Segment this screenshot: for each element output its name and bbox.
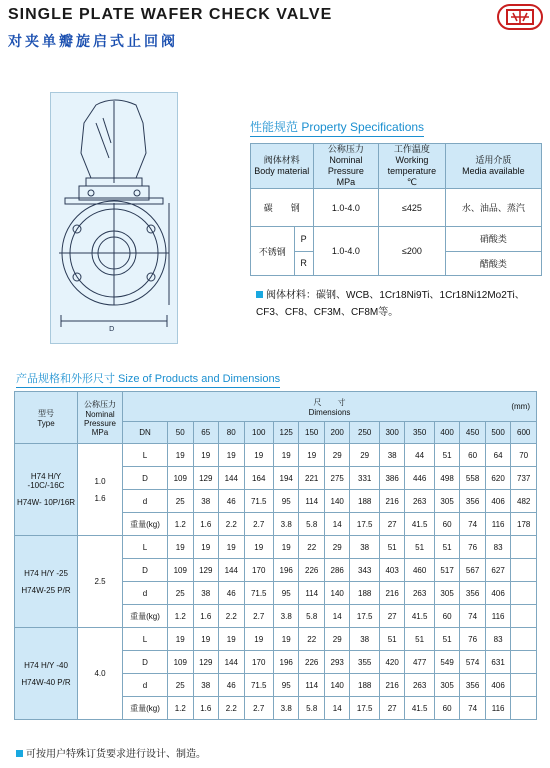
media-cell: 水、油品、蒸汽 — [445, 189, 541, 227]
value-cell: 5.8 — [299, 513, 325, 536]
value-cell: 51 — [434, 536, 460, 559]
value-cell: 38 — [379, 444, 405, 467]
dimensions-title: 尺 寸 Dimensions (mm) — [123, 392, 537, 422]
value-cell: 74 — [460, 605, 486, 628]
dn-cell: 250 — [350, 422, 379, 444]
value-cell: 74 — [460, 697, 486, 720]
valve-drawing — [50, 92, 178, 344]
row-label: D — [123, 559, 168, 582]
value-cell: 221 — [299, 467, 325, 490]
value-cell — [511, 559, 537, 582]
value-cell: 60 — [434, 605, 460, 628]
row-label: d — [123, 674, 168, 697]
value-cell: 140 — [324, 490, 350, 513]
value-cell: 406 — [485, 674, 511, 697]
value-cell: 631 — [485, 651, 511, 674]
value-cell: 567 — [460, 559, 486, 582]
pressure-value: 2.5 — [94, 577, 106, 586]
type-cell — [15, 628, 78, 720]
svg-text:D: D — [109, 325, 115, 333]
value-cell: 1.6 — [193, 605, 219, 628]
type-label: H74 H/Y -40 — [24, 660, 68, 670]
value-cell: 60 — [434, 513, 460, 536]
value-cell: 627 — [485, 559, 511, 582]
value-cell: 109 — [168, 467, 194, 490]
value-cell: 356 — [460, 582, 486, 605]
value-cell: 29 — [324, 628, 350, 651]
dn-cell: 65 — [193, 422, 219, 444]
title-cn: 对夹单瓣旋启式止回阀 — [8, 34, 178, 50]
value-cell: 76 — [460, 628, 486, 651]
value-cell: 403 — [379, 559, 405, 582]
pressure-value: 1.0 — [94, 476, 106, 486]
dn-cell: 450 — [460, 422, 486, 444]
value-cell: 60 — [434, 697, 460, 720]
value-cell: 19 — [193, 536, 219, 559]
value-cell: 343 — [350, 559, 379, 582]
value-cell: 27 — [379, 605, 405, 628]
value-cell: 71.5 — [244, 582, 273, 605]
row-label: L — [123, 628, 168, 651]
pressure-cell: 1.0-4.0 — [313, 189, 379, 227]
dn-cell: 400 — [434, 422, 460, 444]
value-cell: 263 — [405, 490, 434, 513]
value-cell: 22 — [299, 628, 325, 651]
value-cell: 3.8 — [273, 513, 299, 536]
value-cell: 216 — [379, 490, 405, 513]
value-cell: 114 — [299, 582, 325, 605]
value-cell: 178 — [511, 513, 537, 536]
value-cell: 116 — [485, 513, 511, 536]
value-cell: 19 — [273, 444, 299, 467]
value-cell: 17.5 — [350, 513, 379, 536]
value-cell: 17.5 — [350, 697, 379, 720]
value-cell: 3.8 — [273, 605, 299, 628]
value-cell: 19 — [299, 444, 325, 467]
value-cell: 27 — [379, 513, 405, 536]
value-cell: 356 — [460, 490, 486, 513]
col-temperature: 工作温度 Working temperature ℃ — [379, 144, 446, 189]
value-cell: 406 — [485, 490, 511, 513]
value-cell: 1.6 — [193, 513, 219, 536]
row-label: 重量(kg) — [123, 605, 168, 628]
material-note: 阀体材料：碳钢、WCB、1Cr18Ni9Ti、1Cr18Ni12Mo2Ti、CF3、CF8、CF3M、CF8M等。 — [256, 290, 525, 318]
value-cell: 51 — [379, 628, 405, 651]
value-cell: 95 — [273, 490, 299, 513]
value-cell: 19 — [168, 444, 194, 467]
value-cell: 574 — [460, 651, 486, 674]
pressure-cell — [78, 628, 123, 720]
value-cell: 46 — [219, 674, 245, 697]
col-material: 阀体材料 Body material — [251, 144, 314, 189]
value-cell: 1.6 — [193, 697, 219, 720]
value-cell: 188 — [350, 490, 379, 513]
value-cell: 38 — [350, 536, 379, 559]
value-cell: 27 — [379, 697, 405, 720]
dimensions-heading: 产品规格和外形尺寸 Size of Products and Dimensions — [16, 370, 280, 388]
value-cell: 51 — [405, 628, 434, 651]
value-cell: 29 — [324, 444, 350, 467]
type-cell — [15, 536, 78, 628]
type-label: H74 H/Y -25 — [24, 568, 68, 578]
value-cell — [511, 536, 537, 559]
value-cell: 25 — [168, 490, 194, 513]
dn-cell: 600 — [511, 422, 537, 444]
value-cell: 19 — [273, 536, 299, 559]
row-label: 重量(kg) — [123, 513, 168, 536]
value-cell: 60 — [460, 444, 486, 467]
value-cell — [511, 697, 537, 720]
value-cell: 194 — [273, 467, 299, 490]
type-label: H74W-25 P/R — [21, 585, 71, 595]
value-cell: 196 — [273, 651, 299, 674]
value-cell: 144 — [219, 467, 245, 490]
dn-cell: 350 — [405, 422, 434, 444]
dn-cell: 500 — [485, 422, 511, 444]
value-cell — [511, 582, 537, 605]
pressure-cell: 1.0-4.0 — [313, 227, 379, 276]
unit-label: (mm) — [511, 402, 530, 411]
temp-cell: ≤200 — [379, 227, 446, 276]
value-cell: 275 — [324, 467, 350, 490]
table-row — [15, 628, 537, 651]
property-spec-table — [250, 143, 542, 276]
value-cell: 129 — [193, 467, 219, 490]
value-cell: 38 — [193, 582, 219, 605]
value-cell: 19 — [244, 628, 273, 651]
value-cell: 19 — [193, 628, 219, 651]
dn-cell: 100 — [244, 422, 273, 444]
value-cell: 2.2 — [219, 605, 245, 628]
value-cell: 216 — [379, 582, 405, 605]
value-cell: 109 — [168, 651, 194, 674]
value-cell: 114 — [299, 674, 325, 697]
value-cell: 22 — [299, 536, 325, 559]
row-label: L — [123, 444, 168, 467]
value-cell: 406 — [485, 582, 511, 605]
material-cell: 碳 钢 — [251, 189, 314, 227]
type-label: H74W- 10P/16R — [16, 498, 76, 507]
value-cell: 17.5 — [350, 605, 379, 628]
value-cell: 76 — [460, 536, 486, 559]
value-cell: 116 — [485, 697, 511, 720]
value-cell: 38 — [193, 674, 219, 697]
value-cell: 51 — [434, 444, 460, 467]
value-cell: 19 — [219, 536, 245, 559]
title-en: SINGLE PLATE WAFER CHECK VALVE — [8, 6, 333, 23]
value-cell: 25 — [168, 582, 194, 605]
value-cell: 83 — [485, 536, 511, 559]
value-cell: 286 — [324, 559, 350, 582]
value-cell: 170 — [244, 559, 273, 582]
spec-heading: 性能规范 Property Specifications — [250, 118, 424, 137]
value-cell — [511, 651, 537, 674]
value-cell: 355 — [350, 651, 379, 674]
value-cell: 46 — [219, 490, 245, 513]
value-cell: 263 — [405, 582, 434, 605]
value-cell: 2.2 — [219, 697, 245, 720]
value-cell: 51 — [405, 536, 434, 559]
company-logo — [497, 4, 543, 30]
media-cell: 硝酸类 — [445, 227, 541, 252]
value-cell: 41.5 — [405, 697, 434, 720]
row-label: D — [123, 651, 168, 674]
value-cell: 482 — [511, 490, 537, 513]
value-cell: 620 — [485, 467, 511, 490]
valve-drawing-svg — [51, 93, 177, 343]
bullet-square-icon — [256, 291, 263, 298]
value-cell: 70 — [511, 444, 537, 467]
value-cell: 116 — [485, 605, 511, 628]
value-cell: 558 — [460, 467, 486, 490]
value-cell: 226 — [299, 559, 325, 582]
value-cell: 216 — [379, 674, 405, 697]
col-pressure: 公称压力 Nominal Pressure MPa — [313, 144, 379, 189]
value-cell: 1.2 — [168, 697, 194, 720]
value-cell: 51 — [434, 628, 460, 651]
value-cell: 170 — [244, 651, 273, 674]
value-cell — [511, 674, 537, 697]
value-cell: 38 — [350, 628, 379, 651]
value-cell: 19 — [193, 444, 219, 467]
row-label: D — [123, 467, 168, 490]
value-cell: 95 — [273, 582, 299, 605]
value-cell: 19 — [244, 444, 273, 467]
value-cell: 305 — [434, 582, 460, 605]
value-cell: 356 — [460, 674, 486, 697]
value-cell: 188 — [350, 582, 379, 605]
value-cell: 737 — [511, 467, 537, 490]
value-cell: 305 — [434, 674, 460, 697]
media-cell: 醋酸类 — [445, 251, 541, 276]
value-cell: 44 — [405, 444, 434, 467]
bullet-square-icon — [16, 750, 23, 757]
value-cell: 14 — [324, 605, 350, 628]
value-cell: 1.2 — [168, 605, 194, 628]
dn-label: DN — [123, 422, 168, 444]
dn-cell: 80 — [219, 422, 245, 444]
value-cell: 196 — [273, 559, 299, 582]
value-cell: 477 — [405, 651, 434, 674]
row-label: 重量(kg) — [123, 697, 168, 720]
value-cell: 19 — [244, 536, 273, 559]
value-cell: 71.5 — [244, 674, 273, 697]
value-cell: 19 — [219, 444, 245, 467]
temp-cell: ≤425 — [379, 189, 446, 227]
pressure-cell — [78, 444, 123, 536]
value-cell: 331 — [350, 467, 379, 490]
dn-cell: 300 — [379, 422, 405, 444]
dimensions-table — [14, 391, 537, 720]
value-cell: 164 — [244, 467, 273, 490]
value-cell: 19 — [168, 536, 194, 559]
type-label: H74W-40 P/R — [21, 677, 71, 687]
value-cell: 188 — [350, 674, 379, 697]
row-label: d — [123, 582, 168, 605]
value-cell: 517 — [434, 559, 460, 582]
value-cell: 83 — [485, 628, 511, 651]
pressure-value: 4.0 — [94, 669, 106, 678]
material-cell-stainless: 不锈钢 P R — [251, 227, 314, 276]
value-cell: 14 — [324, 513, 350, 536]
value-cell: 19 — [219, 628, 245, 651]
value-cell: 1.2 — [168, 513, 194, 536]
col-type: 型号 Type — [15, 392, 78, 444]
row-label: d — [123, 490, 168, 513]
value-cell: 19 — [273, 628, 299, 651]
value-cell — [511, 605, 537, 628]
value-cell: 14 — [324, 697, 350, 720]
col-nominal-pressure: 公称压力 Nominal Pressure MPa — [78, 392, 123, 444]
value-cell: 263 — [405, 674, 434, 697]
value-cell: 2.7 — [244, 605, 273, 628]
col-media: 适用介质 Media available — [445, 144, 541, 189]
value-cell: 2.7 — [244, 697, 273, 720]
value-cell: 460 — [405, 559, 434, 582]
value-cell: 64 — [485, 444, 511, 467]
value-cell: 29 — [350, 444, 379, 467]
value-cell: 25 — [168, 674, 194, 697]
value-cell: 38 — [193, 490, 219, 513]
value-cell: 549 — [434, 651, 460, 674]
value-cell: 498 — [434, 467, 460, 490]
dn-cell: 200 — [324, 422, 350, 444]
value-cell: 29 — [324, 536, 350, 559]
value-cell: 129 — [193, 651, 219, 674]
value-cell: 71.5 — [244, 490, 273, 513]
pressure-cell — [78, 536, 123, 628]
row-label: L — [123, 536, 168, 559]
value-cell: 140 — [324, 582, 350, 605]
value-cell: 46 — [219, 582, 245, 605]
value-cell: 109 — [168, 559, 194, 582]
dn-cell: 150 — [299, 422, 325, 444]
dn-cell: 125 — [273, 422, 299, 444]
table-row — [15, 444, 537, 467]
type-label: H74 H/Y -10C/-16C — [27, 472, 65, 490]
value-cell: 420 — [379, 651, 405, 674]
value-cell: 2.7 — [244, 513, 273, 536]
value-cell: 129 — [193, 559, 219, 582]
value-cell: 5.8 — [299, 697, 325, 720]
dn-cell: 50 — [168, 422, 194, 444]
value-cell: 114 — [299, 490, 325, 513]
value-cell: 446 — [405, 467, 434, 490]
value-cell: 19 — [168, 628, 194, 651]
value-cell: 226 — [299, 651, 325, 674]
value-cell: 5.8 — [299, 605, 325, 628]
footer-note: 可按用户特殊订货要求进行设计、制造。 — [16, 745, 206, 760]
value-cell: 74 — [460, 513, 486, 536]
value-cell: 95 — [273, 674, 299, 697]
value-cell — [511, 628, 537, 651]
value-cell: 41.5 — [405, 513, 434, 536]
value-cell: 2.2 — [219, 513, 245, 536]
value-cell: 293 — [324, 651, 350, 674]
value-cell: 41.5 — [405, 605, 434, 628]
value-cell: 305 — [434, 490, 460, 513]
type-cell — [15, 444, 78, 536]
value-cell: 144 — [219, 559, 245, 582]
value-cell: 3.8 — [273, 697, 299, 720]
table-row — [15, 536, 537, 559]
value-cell: 144 — [219, 651, 245, 674]
pressure-value: 1.6 — [94, 493, 106, 503]
value-cell: 386 — [379, 467, 405, 490]
value-cell: 140 — [324, 674, 350, 697]
value-cell: 51 — [379, 536, 405, 559]
